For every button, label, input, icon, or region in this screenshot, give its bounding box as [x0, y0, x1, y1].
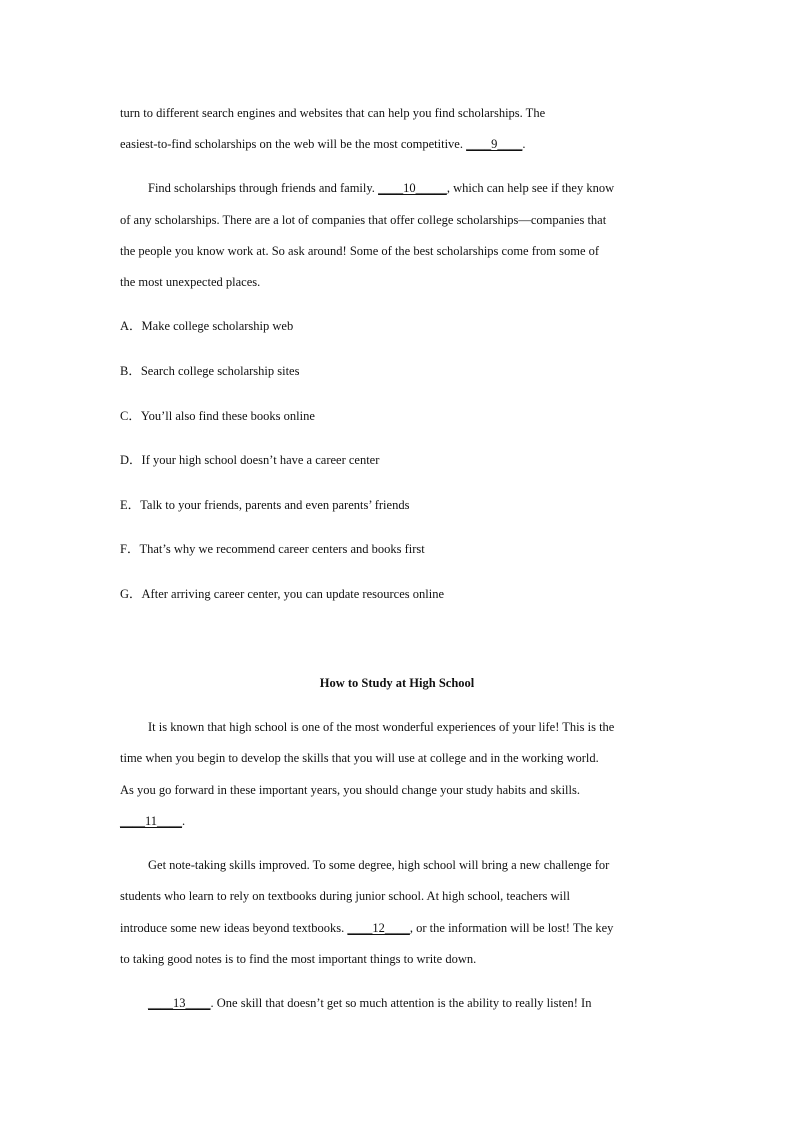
text-run: It is known that high school is one of the most wonderful experiences of your life! This is the: [148, 720, 615, 734]
text-run: .: [182, 814, 186, 828]
option-letter: F．: [120, 542, 140, 556]
option-f[interactable]: [120, 541, 680, 557]
passage1-para2-line-2: [120, 212, 680, 228]
option-c[interactable]: [120, 408, 680, 424]
passage1-para2-line-3: [120, 243, 680, 259]
option-text: If your high school doesn’t have a career center: [141, 453, 380, 467]
passage2-p1-line-3: [120, 782, 680, 798]
option-e[interactable]: [120, 497, 680, 513]
text-run: , or the information will be lost! The key: [409, 921, 614, 935]
option-letter: D．: [120, 453, 142, 467]
text-run: turn to different search engines and websites that can help you find scholarships. The: [120, 106, 546, 120]
text-run: introduce some new ideas beyond textbooks.: [120, 921, 348, 935]
text-run: the people you know work at. So ask around! Some of the best scholarships come from some of: [120, 244, 600, 258]
passage2-p2-line-4: [120, 951, 680, 967]
text-run: .: [522, 137, 526, 151]
text-run: Get note-taking skills improved. To some degree, high school will bring a new challenge for: [148, 858, 610, 872]
option-text: Talk to your friends, parents and even parents’ friends: [140, 498, 410, 512]
passage2-p1-line-4: [120, 813, 680, 829]
passage2-p2-line-1: [148, 857, 708, 873]
passage2-p1-line-2: [120, 750, 680, 766]
passage2-p2-line-3: [120, 920, 680, 936]
text-run: to taking good notes is to find the most important things to write down.: [120, 952, 477, 966]
blank-13[interactable]: ____13____: [148, 996, 211, 1010]
text-run: As you go forward in these important years, you should change your study habits and skills.: [120, 783, 580, 797]
option-g[interactable]: [120, 586, 680, 602]
text-run: , which can help see if they know: [446, 181, 615, 195]
passage2-p2-line-2: [120, 888, 680, 904]
option-text: You’ll also find these books online: [140, 409, 315, 423]
option-text: Search college scholarship sites: [140, 364, 300, 378]
text-run: the most unexpected places.: [120, 275, 261, 289]
blank-12[interactable]: ____12____: [347, 921, 410, 935]
passage1-line-1: [120, 105, 680, 121]
text-run: . One skill that doesn’t get so much attention is the ability to really listen! In: [210, 996, 592, 1010]
text-run: Find scholarships through friends and family.: [148, 181, 379, 195]
option-text: Make college scholarship web: [141, 319, 294, 333]
option-text: That’s why we recommend career centers and books first: [139, 542, 425, 556]
text-run: students who learn to rely on textbooks during junior school. At high school, teachers will: [120, 889, 570, 903]
option-text: After arriving career center, you can update resources online: [141, 587, 445, 601]
text-run: easiest-to-find scholarships on the web will be the most competitive.: [120, 137, 467, 151]
option-letter: A．: [120, 319, 142, 333]
option-letter: B．: [120, 364, 141, 378]
option-letter: G．: [120, 587, 142, 601]
blank-10[interactable]: ____10_____: [378, 181, 447, 195]
option-letter: E．: [120, 498, 141, 512]
blank-11[interactable]: ____11____: [120, 814, 183, 828]
passage1-para2-line-4: [120, 274, 680, 290]
passage1-line-2: [120, 136, 680, 152]
option-letter: C．: [120, 409, 141, 423]
passage1-para2-line-1: [148, 180, 708, 196]
passage2-p3-line-1: [148, 995, 708, 1011]
text-run: time when you begin to develop the skills that you will use at college and in the working world.: [120, 751, 599, 765]
option-d[interactable]: [120, 452, 680, 468]
passage2-p1-line-1: [148, 719, 708, 735]
text-run: of any scholarships. There are a lot of companies that offer college scholarships—companies that: [120, 213, 607, 227]
option-a[interactable]: [120, 318, 680, 334]
blank-9[interactable]: ____9____: [466, 137, 523, 151]
passage2-title: How to Study at High School: [319, 676, 475, 690]
option-b[interactable]: [120, 363, 680, 379]
